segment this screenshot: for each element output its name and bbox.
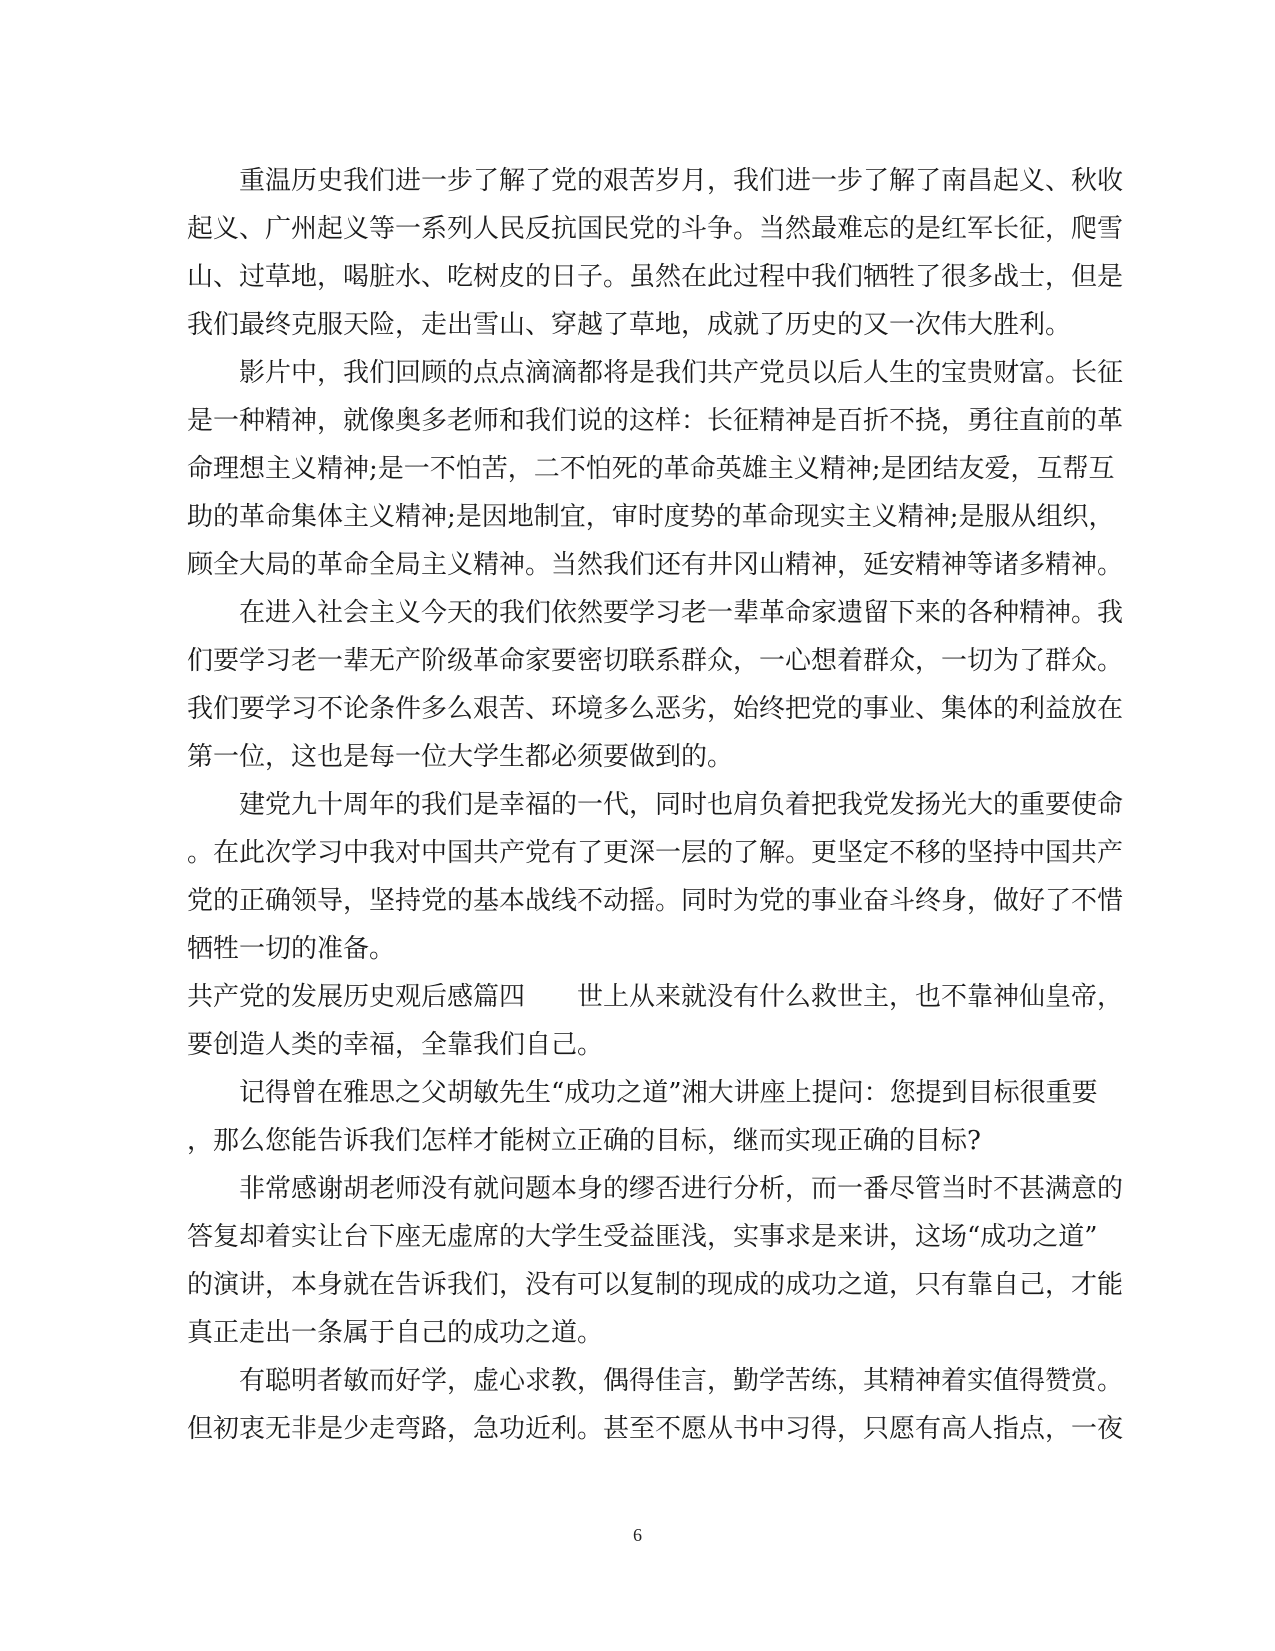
- text-line: 我们要学习不论条件多么艰苦、环境多么恶劣，始终把党的事业、集体的利益放在: [187, 694, 1124, 724]
- text-line: 但初衷无非是少走弯路，急功近利。甚至不愿从书中习得，只愿有高人指点，一夜: [187, 1414, 1124, 1444]
- text-line: 牺牲一切的准备。: [187, 934, 396, 964]
- text-line: 起义、广州起义等一系列人民反抗国民党的斗争。当然最难忘的是红军长征，爬雪: [187, 214, 1124, 244]
- text-line: 建党九十周年的我们是幸福的一代，同时也肩负着把我党发扬光大的重要使命: [239, 790, 1124, 820]
- section-heading-line: 共产党的发展历史观后感篇四 世上从来就没有什么救世主，也不靠神仙皇帝，: [187, 982, 1124, 1012]
- text-line: 在进入社会主义今天的我们依然要学习老一辈革命家遗留下来的各种精神。我: [239, 598, 1124, 628]
- page-number: 6: [633, 1525, 642, 1545]
- text-line: 非常感谢胡老师没有就问题本身的缪否进行分析，而一番尽管当时不甚满意的: [239, 1174, 1124, 1204]
- text-line: 山、过草地，喝脏水、吃树皮的日子。虽然在此过程中我们牺牲了很多战士，但是: [187, 262, 1124, 292]
- text-line: 重温历史我们进一步了解了党的艰苦岁月，我们进一步了解了南昌起义、秋收: [239, 166, 1124, 196]
- text-line: 命理想主义精神;是一不怕苦，二不怕死的革命英雄主义精神;是团结友爱，互帮互: [187, 454, 1115, 484]
- text-line: 第一位，这也是每一位大学生都必须要做到的。: [187, 742, 734, 772]
- text-line: 我们最终克服天险，走出雪山、穿越了草地，成就了历史的又一次伟大胜利。: [187, 310, 1072, 340]
- text-line: 是一种精神，就像奥多老师和我们说的这样：长征精神是百折不挠，勇往直前的革: [187, 406, 1124, 436]
- text-line: 。在此次学习中我对中国共产党有了更深一层的了解。更坚定不移的坚持中国共产: [187, 838, 1124, 868]
- text-line: 助的革命集体主义精神;是因地制宜，审时度势的革命现实主义精神;是服从组织，: [187, 502, 1115, 532]
- text-line: 真正走出一条属于自己的成功之道。: [187, 1318, 604, 1348]
- text-line: 的演讲，本身就在告诉我们，没有可以复制的现成的成功之道，只有靠自己，才能: [187, 1270, 1124, 1300]
- document-body: [187, 157, 1124, 1453]
- text-line: 记得曾在雅思之父胡敏先生“成功之道”湘大讲座上提问：您提到目标很重要: [239, 1078, 1098, 1108]
- text-line: 党的正确领导，坚持党的基本战线不动摇。同时为党的事业奋斗终身，做好了不惜: [187, 886, 1124, 916]
- text-line: 答复却着实让台下座无虚席的大学生受益匪浅，实事求是来讲，这场“成功之道”: [187, 1222, 1098, 1252]
- text-line: 有聪明者敏而好学，虚心求教，偶得佳言，勤学苦练，其精神着实值得赞赏。: [239, 1366, 1124, 1396]
- text-line: 要创造人类的幸福，全靠我们自己。: [187, 1030, 604, 1060]
- text-line: 影片中，我们回顾的点点滴滴都将是我们共产党员以后人生的宝贵财富。长征: [239, 358, 1124, 388]
- text-line: 们要学习老一辈无产阶级革命家要密切联系群众，一心想着群众，一切为了群众。: [187, 646, 1124, 676]
- text-line: 顾全大局的革命全局主义精神。当然我们还有井冈山精神，延安精神等诸多精神。: [187, 550, 1124, 580]
- text-line: ，那么您能告诉我们怎样才能树立正确的目标，继而实现正确的目标?: [187, 1126, 981, 1156]
